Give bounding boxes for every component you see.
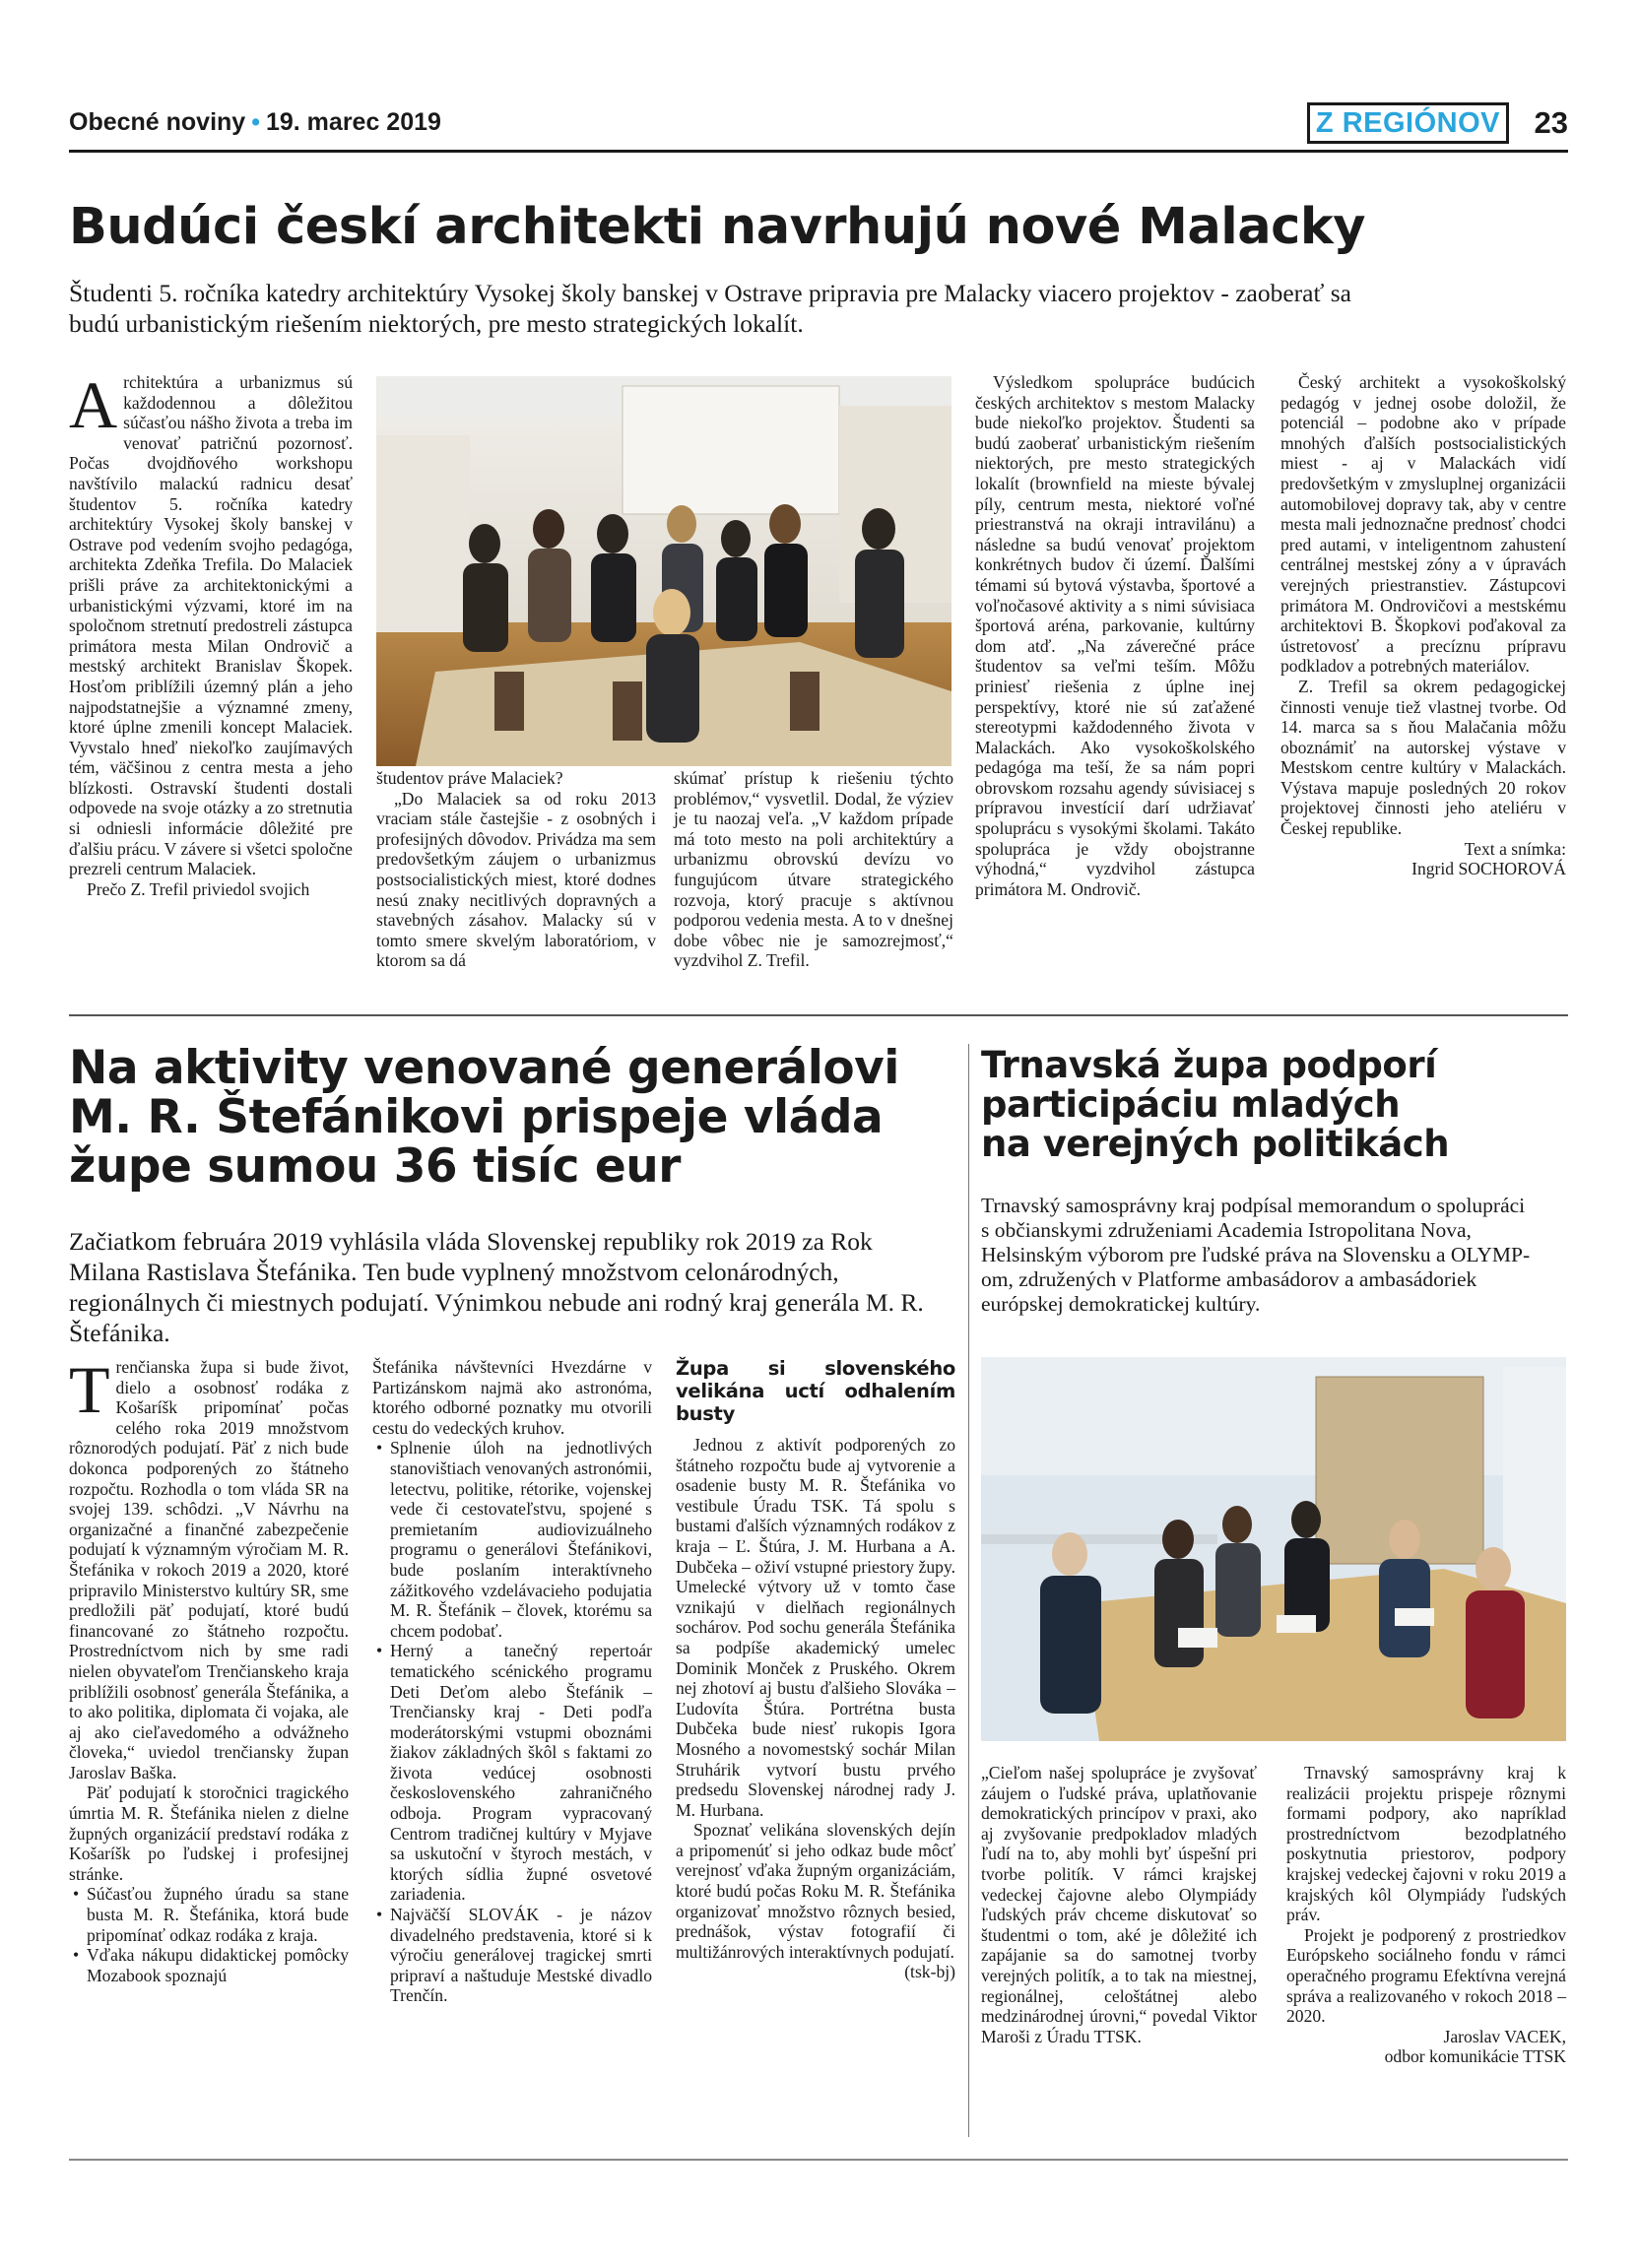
article3-signature-name: Jaroslav VACEK, — [1443, 2026, 1566, 2046]
article1-headline: Budúci českí architekti navrhujú nové Malacky — [69, 198, 1366, 256]
article1-column-2 — [376, 768, 656, 971]
memorandum-photo — [981, 1357, 1566, 1741]
article1-dropcap: A — [69, 367, 118, 442]
masthead — [69, 102, 1568, 150]
article1-lead: Študenti 5. ročníka katedry architektúry Vysokej školy banskej v Ostrave pripravia pre Malacky viacero projektov - zaoberať sa budú urbanistickým riešením niektorých, pre mesto strategických lokalít. — [69, 279, 1351, 338]
article2-headline-line-1: Na aktivity venované generálovi — [69, 1041, 899, 1095]
article2-dropcap: T — [69, 1352, 110, 1427]
article3-column-1 — [981, 1763, 1257, 2046]
article1-col4-p1: Výsledkom spolupráce budúcich českých architektov s mestom Malacky bude niekoľko projektov. Študenti sa budú zaoberať urbanistickým riešením niektorých, pre mesto strategických lokalít (brownfield na mieste bývalej píly, centrum mesta, niektoré voľné priestranstvá na okraji intravilánu) a následne sa budú venovať projektom konkrétnych budov či území. Ďalšími témami sú bytová výstavba, športové a voľnočasové aktivity a s nimi súvisiaca športová aréna, parkovanie, kultúrny dom atď. „Na záverečné práce študentov sa veľmi teším. Môžu priniesť riešenia z úplne inej perspektívy, ktoré nie sú zaťažené stereotypmi každodenného života v Malackách. Ako vysokoškolského pedagóga ma teší, že sa nám popri obrovskom rozsahu agendy súvisiacej s prípravou investícií darí udržiavať spoluprácu s vysokými školami. Takáto spolupráca je vždy obojstranne výhodná,“ vyzdvihol zástupca primátora M. Ondrovič. — [975, 372, 1255, 899]
masthead-left — [69, 108, 441, 137]
article1-col5-p2: Z. Trefil sa okrem pedagogickej činnosti venuje tiež vlastnej tvorbe. Od 14. marca sa s ňou Malačania môžu oboznámiť na autorskej výstave v Mestskom centre kultúry v Malackách. Výstava mapuje posledných 20 rokov projektovej činnosti jeho ateliéru v Českej republike. — [1280, 676, 1566, 839]
article2-col1-text: renčianska župa si bude život, dielo a osobnosť rodáka z Košaríšk pripomínať počas celého roka 2019 množstvom rôznorodých podujatí. Päť z nich bude dokonca podporených zo štátneho rozpočtu. Rozhodla o tom vláda SR na svojej 139. schôdzi. „V Návrhu na organizačné a finančné zabezpečenie podujatí k významným výročiam M. R. Štefánika v rokoch 2019 a 2020, ktoré pripravilo Ministerstvo kultúry SR, sme predložili päť podujatí, ktoré budú financované zo štátneho rozpočtu. Prostredníctvom nich by sme radi nielen obyvateľom Trenčianskeho kraja priblížili osobnosť generála Štefánika, a to ako politika, diplomata či vojaka, ale aj ako cieľavedomého a odvážneho človeka,“ uviedol trenčiansky župan Jaroslav Baška. — [69, 1357, 349, 1782]
article1-col1-text: rchitektúra a urbanizmus sú každodennou a dôležitou súčasťou nášho života a treba im venovať patričnú pozornosť. Počas dvojdňového workshopu navštívilo malackú radnicu desať študentov 5. ročníka katedry architektúry Vysokej školy banskej v Ostrave pod vedením svojho pedagóga, architekta Zdeňka Trefila. Do Malaciek prišli práve za architektonickými a urbanistickými výzvami, ktoré im na spoločnom stretnutí predostreli zástupca primátora mesta Milan Ondrovič a mestský architekt Branislav Škopek. Hosťom priblížili územný plán a jeho najpodstatnejšie a významné zmeny, ktoré úplne zmenili koncept Malaciek. Vyvstalo hneď niekoľko zaujímavých tém, väčšinou z centra mesta a jeho blízkosti. Ostravskí študenti dostali odpovede na svoje otázky a zo stretnutia si odniesli informácie dôležité pre ďalšiu prácu. V závere si všetci spoločne prezreli centrum Malaciek. — [69, 372, 353, 879]
article2-headline-line-2: M. R. Štefánikovi prispeje vláda — [69, 1090, 884, 1144]
article3-column-2 — [1286, 1763, 1566, 2067]
article1-column-1 — [69, 367, 353, 899]
memorandum-photo-image — [981, 1357, 1566, 1741]
article-divider — [69, 1014, 1568, 1016]
issue-date: 19. marec 2019 — [265, 108, 441, 136]
article1-col5-p1: Český architekt a vysokoškolský pedagóg v jednej osobe doložil, že potenciál – podobne ako v prípade mnohých ďalších postsocialistických miest - aj v Malackách vidí predovšetkým v zmysluplnej organizácii automobilovej dopravy tak, aby v centre mesta mali jednoznačne prednosť chodci pred autami, v inteligentnom zahustení centrálnej mestskej zóny a v úpravách verejných priestranstiev. Zástupcovi primátora M. Ondrovičovi a mestskému architektovi B. Škopkovi poďakoval za ústretovosť a precíznu prípravu podkladov a potrebných materiálov. — [1280, 372, 1566, 677]
article3-col2-p1: Trnavský samosprávny kraj k realizácii projektu prispeje rôznymi formami podpory, ako napríklad prostredníctvom bezodplatného poskytnutia priestorov, podpory krajskej vedeckej čajovni v roku 2019 a krajských kôl Olympiády ľudských práv. — [1286, 1763, 1566, 1925]
list-item: • Herný a tanečný repertoár tematického scénického programu Deti Deťom alebo Štefánik – Trenčiansky kraj - Deti podľa moderátorskými vstupmi oboznámi žiakov základných škôl s faktami zo života vedúcej osobnosti československého zahraničného odboja. Program vypracovaný Centrom tradičnej kultúry v Myjave sa uskutoční v štyroch mestách, v ktorých sídlia župné osvetové zariadenia. — [390, 1641, 652, 1905]
article1-column-4 — [975, 372, 1255, 899]
list-item: • Najväčší SLOVÁK - je názov divadelného predstavenia, ktoré si k výročiu generálovej tragickej smrti pripraví a naštuduje Mestské divadlo Trenčín. — [390, 1905, 652, 2006]
article1-col2-p1: študentov práve Malaciek? — [376, 768, 563, 788]
article2-column-1 — [69, 1352, 349, 1985]
section-tag: Z REGIÓNOV — [1307, 102, 1509, 144]
article2-col2-p1: Štefánika návštevníci Hvezdárne v Partizánskom najmä ako astronóma, ktorého odborné poznatky mu otvorili cestu do vedeckých kruhov. — [372, 1357, 652, 1438]
workshop-photo — [376, 376, 951, 766]
article3-headline — [981, 1046, 1566, 1164]
article3-headline-line-3: na verejných politikách — [981, 1123, 1450, 1165]
article3-lead: Trnavský samosprávny kraj podpísal memorandum o spolupráci s občianskymi združeniami Academia Istropolitana Nova, Helsinským výborom pre ľudské práva na Slovensku a OLYMP-om, združených v Platforme ambasádorov a ambasádoriek európskej demokratickej kultúry. — [981, 1194, 1531, 1316]
masthead-rule — [69, 150, 1568, 153]
article2-column-3 — [676, 1357, 955, 1982]
bottom-rule — [69, 2159, 1568, 2161]
list-item: • Vďaka nákupu didaktickej pomôcky Mozabook spoznajú — [87, 1945, 349, 1985]
article2-col3-p2: Spoznať velikána slovenských dejín a pripomenúť si jeho odkaz bude môcť verejnosť vďaka župným organizáciám, ktoré budú počas Roku M. R. Štefánika organizovať množstvo rôznych besied, prednášok, výstav fotografií či multižánrových interaktívnych podujatí. — [676, 1820, 955, 1962]
list-item: • Súčasťou župného úradu sa stane busta M. R. Štefánika, ktorá bude pripomínať odkaz rodáka z kraja. — [87, 1884, 349, 1945]
article2-lead: Začiatkom februára 2019 vyhlásila vláda Slovenskej republiky rok 2019 za Rok Milana Rastislava Štefánika. Ten bude vyplnený množstvom celonárodných, regionálnych či miestnych podujatí. Výnimkou nebude ani rodný kraj generála M. R. Štefánika. — [69, 1227, 924, 1347]
article2-signature: (tsk-bj) — [904, 1962, 955, 1982]
separator-dot: • — [251, 108, 260, 136]
article3-signature-dept: odbor komunikácie TTSK — [1384, 2046, 1566, 2067]
article1-column-5 — [1280, 372, 1566, 879]
article2-col3-p1: Jednou z aktivít podporených zo štátneho rozpočtu bude aj vytvorenie a osadenie busty M. R. Štefánika vo vestibule Úradu TSK. Tá spolu s bustami ďalších významných rodákov z kraja – Ľ. Štúra, J. M. Hurbana a A. Dubčeka – oživí vstupné priestory župy. Umelecké výtvory už v tomto čase vznikajú v dielňach regionálnych sochárov. Pod sochu generála Štefánika sa podpíše akademický umelec Dominik Monček z Pruského. Okrem nej zhotoví aj bustu ďalšieho Slováka – Ľudovíta Štúra. Portrétna busta Dubčeka bude niesť rukopis Igora Mosného a novomestský sochár Milan Struhárik vytvorí bustu prvého predsedu Slovenskej národnej rady J. M. Hurbana. — [676, 1435, 955, 1820]
page-number: 23 — [1534, 105, 1568, 140]
article2-subheading: Župa si slovenského velikána uctí odhalením busty — [676, 1357, 955, 1425]
article2-col1-bullets — [69, 1884, 349, 1985]
list-item: • Splnenie úloh na jednotlivých stanovištiach venovaných astronómii, letectvu, politike, rétorike, vojenskej vede či cestovateľstvu, spojené s premietaním audiovizuálneho programu o generálovi Štefánikovi, bude poslaním interaktívneho zážitkového vzdelávacieho podujatia M. R. Štefánik – človek, ktorému sa chcem podobať. — [390, 1438, 652, 1641]
article2-column-2 — [372, 1357, 652, 2006]
article2-headline-line-3: župe sumou 36 tisíc eur — [69, 1139, 681, 1194]
article2-col2-bullets — [372, 1438, 652, 2006]
column-divider — [968, 1044, 969, 2137]
article1-col1-p2: Prečo Z. Trefil priviedol svojich — [87, 878, 310, 899]
article2-headline — [69, 1041, 955, 1194]
article1-signature-label: Text a snímka: — [1464, 838, 1566, 859]
article3-headline-line-1: Trnavská župa podporí — [981, 1044, 1437, 1086]
workshop-photo-image — [376, 376, 951, 766]
article1-column-3 — [674, 768, 953, 971]
article1-col3-p1: skúmať prístup k riešeniu týchto problémov,“ vysvetlil. Dodal, že výziev je tu naozaj veľa. „V každom prípade má toto mesto na poli architektúry a urbanizmu obrovskú devízu vo fungujúcom útvare strategického rozvoja, ktorý pracuje s aktívnou podporou vedenia mesta. A to v dnešnej dobe vôbec nie je samozrejmosť,“ vyzdvihol Z. Trefil. — [674, 768, 953, 971]
article1-col2-p2: „Do Malaciek sa od roku 2013 vraciam stále častejšie - z osobných i profesijných dôvodov. Privádza ma sem predovšetkým záujem o urbanizmus postsocialistických miest, ktoré dodnes nesú znaky necitlivých dopravných a stavebných zásahov. Malacky sú v tomto smere skvelým laboratóriom, v ktorom sa dá — [376, 788, 656, 971]
article1-signature-name: Ingrid SOCHOROVÁ — [1411, 859, 1566, 879]
article2-col1-p2: Päť podujatí k storočnici tragického úmrtia M. R. Štefánika nielen z dielne župných organizácií predstaví rodáka z Košaríšk po ľudskej i profesijnej stránke. — [69, 1782, 349, 1884]
paper-name: Obecné noviny — [69, 108, 246, 136]
article3-headline-line-2: participáciu mladých — [981, 1083, 1401, 1126]
article3-col1-p1: „Cieľom našej spolupráce je zvyšovať záujem o ľudské práva, uplatňovanie demokratických princípov v praxi, ako aj zvyšovanie predpokladov mladých ľudí na to, aby mohli byť úspešní pri tvorbe politík. V rámci krajskej vedeckej čajovne alebo Olympiády ľudských práv chceme diskutovať so študentmi o tom, aké je dôležité ich zapájanie sa do samotnej tvorby verejných politík, a to tak na miestnej, regionálnej, celoštátnej alebo medzinárodnej úrovni,“ povedal Viktor Maroši z Úradu TTSK. — [981, 1763, 1257, 2046]
article3-col2-p2: Projekt je podporený z prostriedkov Európskeho sociálneho fondu v rámci operačného programu Efektívna verejná správa a realizovaného v rokoch 2018 – 2020. — [1286, 1924, 1566, 2027]
